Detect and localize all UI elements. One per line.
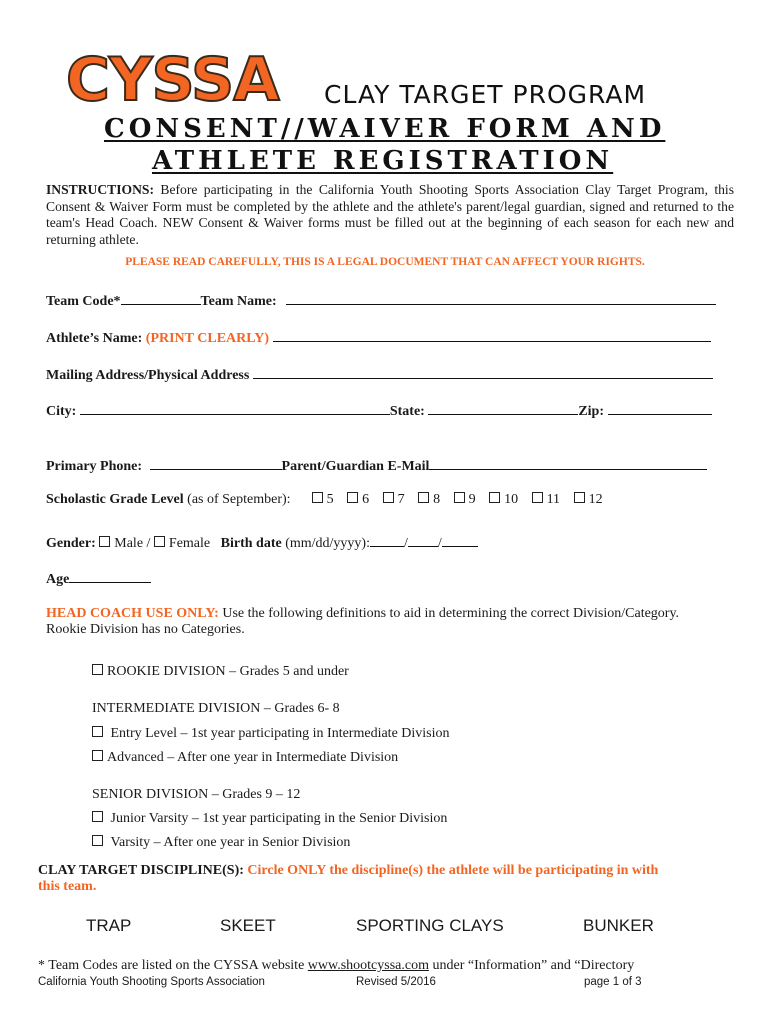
age-row	[46, 568, 151, 588]
primary-phone-field[interactable]	[150, 455, 282, 470]
team-code-note: * Team Codes are listed on the CYSSA website www.shootcyssa.com under “Information” and “Directory	[38, 958, 635, 973]
discipline-skeet[interactable]: SKEET	[220, 916, 276, 935]
athlete-name-row	[46, 327, 711, 347]
grade-option[interactable]: 5	[312, 492, 334, 508]
checkbox[interactable]	[532, 492, 543, 503]
birth-day-field[interactable]	[408, 532, 438, 547]
mailing-address-label: Mailing Address/Physical Address	[46, 368, 250, 383]
coach-label: HEAD COACH USE ONLY:	[46, 606, 219, 621]
grade-option[interactable]: 7	[383, 492, 405, 508]
grade-row	[46, 492, 613, 508]
age-label: Age	[46, 572, 70, 587]
rookie-division: ROOKIE DIVISION – Grades 5 and under	[92, 664, 349, 680]
grade-note: (as of September):	[187, 492, 291, 507]
birth-date-format: (mm/dd/yyyy):	[285, 536, 370, 551]
coach-text2: Rookie Division has no Categories.	[46, 622, 245, 637]
form-title-line2: ATHLETE REGISTRATION	[152, 146, 614, 176]
checkbox[interactable]	[489, 492, 500, 503]
team-name-label: Team Name:	[200, 294, 277, 309]
junior-varsity: Junior Varsity – 1st year participating in the Senior Division	[92, 811, 447, 827]
grade-option[interactable]: 9	[454, 492, 476, 508]
phone-row	[46, 455, 707, 475]
discipline-label: CLAY TARGET DISCIPLINE(S):	[38, 863, 244, 878]
city-label: City:	[46, 404, 77, 419]
female-label: Female	[168, 536, 211, 551]
senior-division: SENIOR DIVISION – Grades 9 – 12	[92, 787, 301, 802]
grade-option[interactable]: 12	[574, 492, 603, 508]
checkbox[interactable]	[312, 492, 323, 503]
team-code-field[interactable]	[121, 290, 201, 305]
entry-checkbox[interactable]	[92, 726, 103, 737]
state-label: State:	[389, 404, 425, 419]
grade-option[interactable]: 8	[418, 492, 440, 508]
varsity: Varsity – After one year in Senior Division	[92, 835, 350, 851]
coach-text: Use the following definitions to aid in determining the correct Division/Category.	[222, 606, 680, 621]
checkbox[interactable]	[347, 492, 358, 503]
grade-label: Scholastic Grade Level	[46, 492, 184, 507]
address-row	[46, 364, 713, 384]
team-row	[46, 290, 716, 310]
guardian-email-field[interactable]	[429, 455, 707, 470]
discipline-trap[interactable]: TRAP	[86, 916, 132, 935]
advanced-checkbox[interactable]	[92, 750, 103, 761]
cyssa-logo: CYSSA	[66, 45, 279, 115]
instructions	[46, 182, 734, 248]
discipline-bunker[interactable]: BUNKER	[583, 916, 654, 935]
grade-option[interactable]: 10	[489, 492, 518, 508]
athlete-name-field[interactable]	[273, 327, 711, 342]
female-checkbox[interactable]	[154, 536, 165, 547]
gender-row: Gender: Male / Female Birth date (mm/dd/yyyy): / /	[46, 532, 478, 552]
mailing-address-field[interactable]	[253, 364, 713, 379]
discipline-text2: this team.	[38, 879, 97, 894]
state-field[interactable]	[428, 400, 578, 415]
zip-field[interactable]	[608, 400, 712, 415]
grade-option[interactable]: 11	[532, 492, 560, 508]
gender-label: Gender:	[46, 536, 96, 551]
athlete-name-label: Athlete’s Name:	[46, 331, 143, 346]
checkbox[interactable]	[574, 492, 585, 503]
guardian-email-label: Parent/Guardian E-Mail	[281, 459, 430, 474]
footer-page: page 1 of 3	[584, 976, 642, 988]
program-title: CLAY TARGET PROGRAM	[324, 80, 647, 109]
age-field[interactable]	[69, 568, 151, 583]
checkbox[interactable]	[383, 492, 394, 503]
instructions-label: INSTRUCTIONS:	[46, 182, 155, 197]
grade-option[interactable]: 6	[347, 492, 369, 508]
discipline-section	[38, 863, 728, 895]
primary-phone-label: Primary Phone:	[46, 459, 143, 474]
junior-varsity-checkbox[interactable]	[92, 811, 103, 822]
city-field[interactable]	[80, 400, 390, 415]
instructions-text: Before participating in the California Youth Shooting Sports Association Clay Target Program, this Consent & Waiver Form must be completed by the athlete and the athlete's parent/legal guardian, signed and returned to the team's Head Coach. NEW Consent & Waiver forms must be filled out at the beginning of each season for each new and returning athlete.	[46, 182, 734, 247]
legal-warning: PLEASE READ CAREFULLY, THIS IS A LEGAL DOCUMENT THAT CAN AFFECT YOUR RIGHTS.	[125, 256, 645, 268]
zip-label: Zip:	[578, 404, 605, 419]
birth-month-field[interactable]	[370, 532, 404, 547]
varsity-checkbox[interactable]	[92, 835, 103, 846]
city-row	[46, 400, 712, 420]
male-checkbox[interactable]	[99, 536, 110, 547]
discipline-sporting-clays[interactable]: SPORTING CLAYS	[356, 916, 504, 935]
rookie-checkbox[interactable]	[92, 664, 103, 675]
team-code-label: Team Code*	[46, 294, 121, 309]
footer-revised: Revised 5/2016	[356, 976, 436, 988]
male-label: Male /	[114, 536, 151, 551]
intermediate-division: INTERMEDIATE DIVISION – Grades 6- 8	[92, 701, 340, 716]
checkbox[interactable]	[418, 492, 429, 503]
checkbox[interactable]	[454, 492, 465, 503]
birth-year-field[interactable]	[442, 532, 478, 547]
cyssa-website-link[interactable]: www.shootcyssa.com	[307, 958, 429, 973]
advanced-level: Advanced – After one year in Intermediate Division	[92, 750, 398, 766]
coach-section	[46, 606, 736, 638]
footer-org: California Youth Shooting Sports Association	[38, 976, 265, 988]
form-title-line1: CONSENT//WAIVER FORM AND	[104, 114, 666, 144]
entry-level: Entry Level – 1st year participating in Intermediate Division	[92, 726, 450, 742]
team-name-field[interactable]	[286, 290, 716, 305]
discipline-text: Circle ONLY the discipline(s) the athlete will be participating in with	[247, 863, 659, 878]
print-clearly-note: (PRINT CLEARLY)	[145, 331, 270, 346]
birth-date-label: Birth date	[220, 536, 282, 551]
